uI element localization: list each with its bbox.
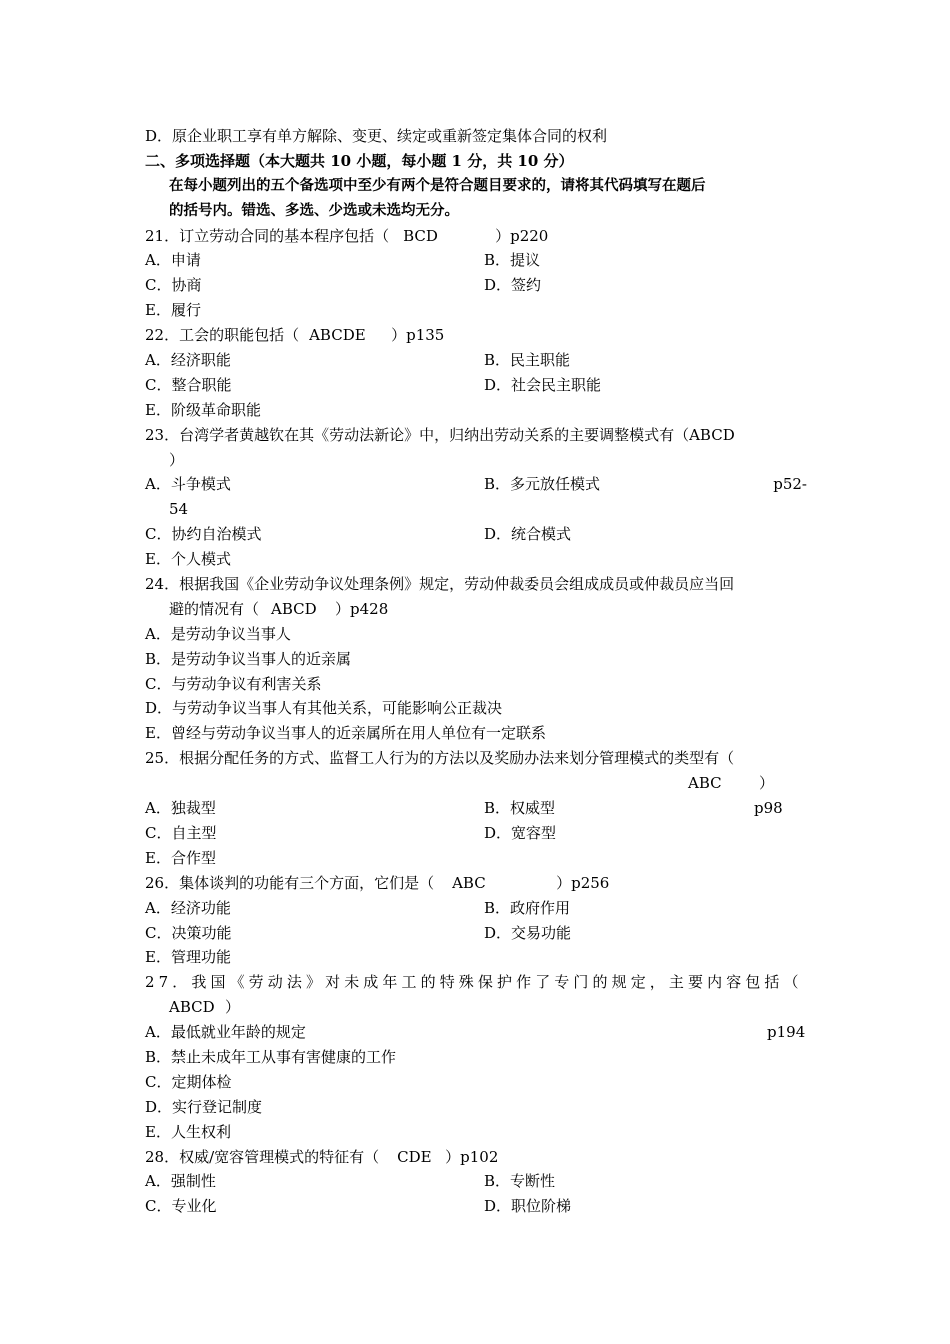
answer: CDE <box>397 1147 432 1166</box>
option-e: E．履行 <box>145 301 201 320</box>
option-c: C．协商 <box>145 276 202 295</box>
option-e: E．个人模式 <box>145 550 231 569</box>
option-c: C．定期体检 <box>145 1072 232 1091</box>
option-row <box>145 273 807 298</box>
option-row <box>145 796 807 821</box>
option-d: D．签约 <box>484 276 542 295</box>
option-a: A．是劳动争议当事人 <box>145 624 291 643</box>
question-24: 24．根据我国《企业劳动争议处理条例》规定，劳动仲裁委员会组成成员或仲裁员应当回 <box>145 575 735 594</box>
option-b: B．是劳动争议当事人的近亲属 <box>145 649 352 668</box>
option-b: B．专断性 <box>484 1172 556 1191</box>
page-ref: ）p428 <box>335 599 389 618</box>
answer: ABCD <box>271 599 317 618</box>
option-row <box>145 348 807 373</box>
question-25: 25．根据分配任务的方式、监督工人行为的方法以及奖励办法来划分管理模式的类型有（ <box>145 749 735 768</box>
option-c: C．决策功能 <box>145 923 232 942</box>
option-c: C．专业化 <box>145 1197 217 1216</box>
option-a: A．斗争模式 <box>145 475 231 494</box>
option-a: A．申请 <box>145 251 201 270</box>
option-d: D．社会民主职能 <box>484 375 602 394</box>
question-28 <box>145 1145 807 1170</box>
option-row <box>145 522 807 547</box>
answer: ABCD <box>169 998 215 1017</box>
option-d: D．宽容型 <box>484 823 557 842</box>
option-b: B．禁止未成年工从事有害健康的工作 <box>145 1047 397 1066</box>
section-instruction-1: 在每小题列出的五个备选项中至少有两个是符合题目要求的，请将其代码填写在题后 <box>169 176 706 194</box>
section-title: 二、多项选择题（本大题共 10 小题，每小题 1 分，共 10 分） <box>145 151 574 170</box>
option-a: A．强制性 <box>145 1172 216 1191</box>
option-b: B．提议 <box>484 251 541 270</box>
option-d: D．统合模式 <box>484 525 572 544</box>
option-b: B．政府作用 <box>484 898 571 917</box>
option-d: D．实行登记制度 <box>145 1097 263 1116</box>
page-ref: ）p135 <box>391 326 445 345</box>
question-stem: 避的情况有（ <box>169 599 260 618</box>
page-ref: p194 <box>767 1023 806 1042</box>
document-page <box>145 124 807 1219</box>
option-c: C．协约自治模式 <box>145 525 262 544</box>
question-stem-cont <box>145 995 807 1020</box>
question-stem: 21．订立劳动合同的基本程序包括（ <box>145 226 390 245</box>
answer: ABC <box>452 873 486 892</box>
option-b: B．权威型 <box>484 799 556 818</box>
option-row <box>145 1194 807 1219</box>
option-row <box>145 373 807 398</box>
option-d: D．与劳动争议当事人有其他关系，可能影响公正裁决 <box>145 699 503 718</box>
option-e: E．合作型 <box>145 848 216 867</box>
option-d-prev: D．原企业职工享有单方解除、变更、续定或重新签定集体合同的权利 <box>145 127 608 145</box>
question-22 <box>145 323 807 348</box>
page-ref-cont: 54 <box>169 500 189 519</box>
option-a: A．独裁型 <box>145 799 216 818</box>
question-stem-cont <box>145 771 807 796</box>
answer: ABCDE <box>309 326 366 345</box>
question-27: 27．我国《劳动法》对未成年工的特殊保护作了专门的规定，主要内容包括（ <box>145 973 803 992</box>
option-b: B．民主职能 <box>484 351 571 370</box>
page-ref: p98 <box>754 799 783 818</box>
closing-paren: ） <box>759 774 775 793</box>
option-e: E．曾经与劳动争议当事人的近亲属所在用人单位有一定联系 <box>145 724 546 743</box>
option-e: E．阶级革命职能 <box>145 400 261 419</box>
option-row <box>145 1020 807 1045</box>
page-ref: p52- <box>773 475 807 494</box>
question-stem: 26．集体谈判的功能有三个方面，它们是（ <box>145 873 435 892</box>
answer: ABC <box>688 774 722 793</box>
option-d: D．职位阶梯 <box>484 1197 572 1216</box>
page-ref: ）p102 <box>445 1147 499 1166</box>
option-c: C．与劳动争议有利害关系 <box>145 674 322 693</box>
option-a: A．经济功能 <box>145 898 231 917</box>
question-21 <box>145 224 807 249</box>
page-ref: ）p220 <box>495 226 549 245</box>
option-e: E．管理功能 <box>145 948 231 967</box>
option-row <box>145 896 807 921</box>
option-a: A．最低就业年龄的规定 <box>145 1023 306 1042</box>
answer: BCD <box>403 226 438 245</box>
option-row <box>145 248 807 273</box>
question-26 <box>145 871 807 896</box>
question-stem: 22．工会的职能包括（ <box>145 326 300 345</box>
option-c: C．自主型 <box>145 823 217 842</box>
option-row <box>145 921 807 946</box>
option-a: A．经济职能 <box>145 351 231 370</box>
question-stem-cont <box>145 597 807 622</box>
option-c: C．整合职能 <box>145 375 232 394</box>
option-row <box>145 472 807 497</box>
option-row <box>145 1169 807 1194</box>
option-b: B．多元放任模式 <box>484 475 601 494</box>
question-23: 23．台湾学者黄越钦在其《劳动法新论》中，归纳出劳动关系的主要调整模式有（ABCD <box>145 425 735 444</box>
option-row <box>145 821 807 846</box>
question-stem: 28．权威/宽容管理模式的特征有（ <box>145 1147 380 1166</box>
page-ref: ）p256 <box>556 873 610 892</box>
section-instruction-2: 的括号内。错选、多选、少选或未选均无分。 <box>169 201 459 219</box>
option-e: E．人生权利 <box>145 1122 231 1141</box>
question-stem-cont: ） <box>169 450 185 469</box>
option-d: D．交易功能 <box>484 923 572 942</box>
closing-paren: ） <box>225 998 241 1017</box>
